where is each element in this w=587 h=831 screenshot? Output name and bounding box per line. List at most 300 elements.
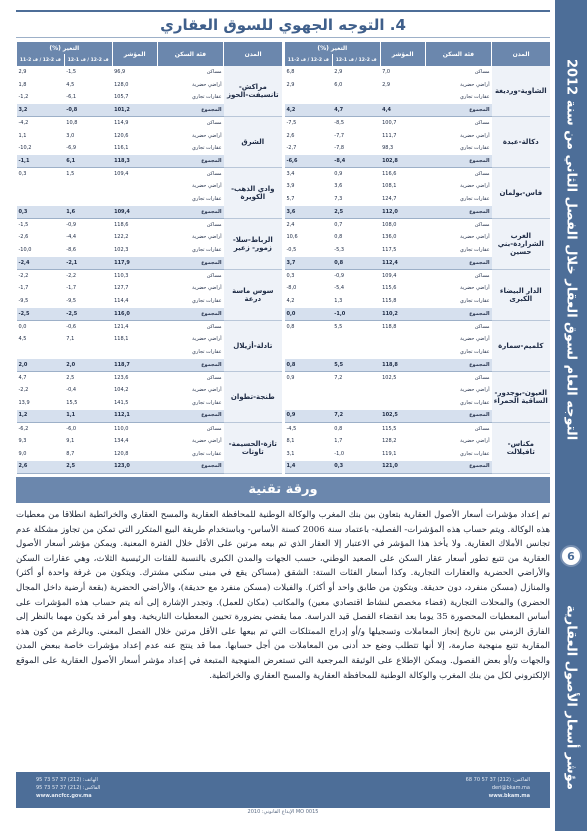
- housing-category: المجموع: [157, 206, 223, 219]
- yearly-change: 0,3: [17, 206, 65, 219]
- page-header: [16, 10, 550, 38]
- footer-phone: الهاتف: (212) 37 57 73 95: [36, 777, 98, 783]
- footer-website-link[interactable]: www.bkam.ma: [488, 793, 530, 799]
- col-header-category: فئة السكن: [157, 42, 223, 66]
- yearly-change: 1,4: [285, 461, 333, 474]
- quarterly-change: -2,2: [66, 272, 77, 279]
- quarterly-change: 1,1: [64, 410, 112, 423]
- housing-category: مساكن: [206, 425, 222, 432]
- housing-category: مساكن: [474, 120, 490, 127]
- quarterly-change: 6,1: [64, 155, 112, 168]
- housing-category: أراضي حضرية: [192, 234, 222, 241]
- footer-contact-ancfcc: [36, 776, 236, 800]
- housing-category: أراضي حضرية: [460, 336, 490, 343]
- yearly-change: 3,6: [285, 206, 333, 219]
- quarterly-change: 2,0: [64, 359, 112, 372]
- quarterly-change: 2,9: [334, 68, 343, 75]
- yearly-change: 3,9: [286, 183, 295, 190]
- yearly-change: 0,8: [286, 323, 295, 330]
- housing-category: أراضي حضرية: [192, 132, 222, 139]
- housing-category: أراضي حضرية: [192, 81, 222, 88]
- quarterly-change: -2,5: [64, 308, 112, 321]
- price-index: 111,7: [382, 132, 397, 139]
- yearly-change: -6,6: [285, 155, 333, 168]
- quarterly-change: -0,9: [66, 221, 77, 228]
- price-index: 102,3: [114, 247, 129, 254]
- yearly-change: [285, 397, 333, 410]
- quarterly-change: -6,9: [66, 145, 77, 152]
- price-index: 141,5: [114, 399, 129, 406]
- table-row: [17, 117, 283, 130]
- yearly-change: 2,6: [17, 461, 65, 474]
- housing-category: أراضي حضرية: [192, 336, 222, 343]
- housing-category: مساكن: [206, 68, 222, 75]
- quarterly-change: 5,5: [334, 323, 343, 330]
- price-index: 100,7: [382, 120, 397, 127]
- housing-category: المجموع: [425, 155, 491, 168]
- yearly-change: -4,2: [18, 120, 29, 127]
- price-index: 110,3: [114, 272, 129, 279]
- yearly-change: 0,3: [286, 272, 295, 279]
- price-index: 4,4: [380, 104, 425, 117]
- yearly-change: -2,2: [18, 387, 29, 394]
- quarterly-change: 0,8: [332, 257, 380, 270]
- housing-category: عقارات تجاري: [191, 298, 222, 305]
- quarterly-change: -5,4: [334, 285, 345, 292]
- price-index: 108,0: [382, 221, 397, 228]
- housing-category: المجموع: [157, 359, 223, 372]
- quarterly-change: -8,5: [334, 120, 345, 127]
- yearly-change: [285, 346, 333, 359]
- housing-category: المجموع: [425, 104, 491, 117]
- yearly-change: 1,1: [18, 132, 27, 139]
- table-row: [285, 219, 551, 232]
- city-name: الرباط-سلا-زمور- زعير: [224, 219, 282, 270]
- city-name: سوس ماسة درعة: [224, 270, 282, 321]
- price-index: 118,8: [380, 359, 425, 372]
- side-banner-title: التوجه العام لسوق العقار خلال الفصل الثاني من سنة 2012: [563, 59, 579, 441]
- housing-category: مساكن: [474, 374, 490, 381]
- quarterly-change: 3,0: [66, 132, 75, 139]
- city-name: تازة-الحسيمة-تاونات: [224, 423, 282, 474]
- quarterly-change: -9,5: [66, 298, 77, 305]
- housing-category: عقارات تجاري: [191, 196, 222, 203]
- quarterly-change: 8,7: [66, 450, 75, 457]
- price-index: 116,6: [382, 170, 397, 177]
- city-name: الشاوية-ورديغة: [492, 66, 550, 117]
- col-header-yearly-change: ف 2-12 / ف 2-11: [17, 54, 65, 66]
- price-index: 2,9: [382, 81, 391, 88]
- housing-category: أراضي حضرية: [192, 387, 222, 394]
- yearly-change: 0,0: [18, 323, 27, 330]
- quarterly-change: 3,6: [334, 183, 343, 190]
- price-index: 110,0: [114, 425, 129, 432]
- price-index: 120,8: [114, 450, 129, 457]
- price-index: 134,4: [114, 438, 129, 445]
- price-index: 128,0: [114, 81, 129, 88]
- city-name: وادي الذهب-الكويرة: [224, 168, 282, 219]
- price-index: 114,4: [114, 298, 129, 305]
- quarterly-change: [332, 397, 380, 410]
- page-title: 4. التوجه الجهوي للسوق العقاري: [16, 10, 550, 38]
- quarterly-change: 5,5: [332, 359, 380, 372]
- price-index: 136,0: [382, 234, 397, 241]
- yearly-change: -2,5: [17, 308, 65, 321]
- quarterly-change: 0,8: [334, 234, 343, 241]
- quarterly-change: 7,2: [334, 374, 343, 381]
- quarterly-change: 2,5: [332, 206, 380, 219]
- housing-category: أراضي حضرية: [460, 132, 490, 139]
- housing-category: المجموع: [157, 257, 223, 270]
- price-index: 112,4: [380, 257, 425, 270]
- housing-category: أراضي حضرية: [460, 438, 490, 445]
- price-index: 115,8: [382, 298, 397, 305]
- yearly-change: 3,4: [286, 170, 295, 177]
- housing-category: المجموع: [425, 308, 491, 321]
- quarterly-change: 7,3: [334, 196, 343, 203]
- housing-category: المجموع: [157, 410, 223, 423]
- price-index: 124,7: [382, 196, 397, 203]
- table-row: [17, 270, 283, 283]
- footer: [16, 772, 550, 808]
- table-row: [17, 66, 283, 79]
- price-index: 108,1: [382, 183, 397, 190]
- page-number: 6: [560, 545, 582, 567]
- quarterly-change: 0,9: [334, 170, 343, 177]
- housing-category: عقارات تجاري: [459, 399, 490, 406]
- price-index: 98,3: [382, 145, 394, 152]
- quarterly-change: [332, 346, 380, 359]
- yearly-change: 8,1: [286, 438, 295, 445]
- table-row: [285, 168, 551, 181]
- housing-category: المجموع: [425, 410, 491, 423]
- housing-category: المجموع: [425, 257, 491, 270]
- quarterly-change: 4,7: [332, 104, 380, 117]
- quarterly-change: -4,4: [66, 234, 77, 241]
- quarterly-change: 1,6: [64, 206, 112, 219]
- yearly-change: -0,5: [286, 247, 297, 254]
- price-index: 109,4: [382, 272, 397, 279]
- price-index: [380, 397, 425, 410]
- quarterly-change: 6,0: [334, 81, 343, 88]
- housing-category: مساكن: [474, 221, 490, 228]
- housing-category: المجموع: [425, 206, 491, 219]
- housing-category: عقارات تجاري: [191, 349, 222, 356]
- table-row: [17, 168, 283, 181]
- price-index: 121,4: [114, 323, 129, 330]
- yearly-change: 2,4: [286, 221, 295, 228]
- yearly-change: -1,2: [18, 94, 29, 101]
- yearly-change: 4,7: [18, 374, 27, 381]
- city-name: دكالة-عبدة: [492, 117, 550, 168]
- housing-category: المجموع: [425, 359, 491, 372]
- city-name: مراكش-تانسيفت-الحوز: [224, 66, 282, 117]
- yearly-change: 4,5: [18, 336, 27, 343]
- yearly-change: 3,2: [17, 104, 65, 117]
- yearly-change: -10,0: [18, 247, 32, 254]
- yearly-change: 5,7: [286, 196, 295, 203]
- yearly-change: -10,2: [18, 145, 32, 152]
- table-row: [17, 372, 283, 385]
- quarterly-change: -0,4: [66, 387, 77, 394]
- yearly-change: -2,6: [18, 234, 29, 241]
- yearly-change: 3,1: [286, 450, 295, 457]
- price-index: 123,0: [112, 461, 157, 474]
- price-index: 96,9: [114, 68, 126, 75]
- price-index: [380, 346, 425, 359]
- price-index: 118,3: [112, 155, 157, 168]
- city-name: فاس-بولمان: [492, 168, 550, 219]
- price-index: 110,2: [380, 308, 425, 321]
- table-row: [285, 321, 551, 334]
- housing-category: مساكن: [474, 323, 490, 330]
- housing-category: أراضي حضرية: [460, 234, 490, 241]
- col-header-index: المؤشر: [112, 42, 157, 66]
- housing-category: مساكن: [474, 170, 490, 177]
- housing-category: أراضي حضرية: [460, 183, 490, 190]
- regional-table-right: [284, 42, 550, 474]
- price-index: 102,8: [380, 155, 425, 168]
- quarterly-change: -8,4: [332, 155, 380, 168]
- table-row: [285, 423, 551, 436]
- housing-category: أراضي حضرية: [460, 285, 490, 292]
- table-row: [17, 321, 283, 334]
- yearly-change: 4,2: [286, 298, 295, 305]
- side-banner-subtitle: مؤشر أسعار الأصول العقارية: [563, 605, 579, 790]
- quarterly-change: [64, 193, 112, 206]
- table-row: [285, 66, 551, 79]
- quarterly-change: -6,0: [66, 425, 77, 432]
- yearly-change: 2,6: [286, 132, 295, 139]
- price-index: 105,7: [114, 94, 129, 101]
- housing-category: المجموع: [157, 104, 223, 117]
- footer-fax: الفاكس: (212) 37 57 73 95: [36, 785, 101, 791]
- yearly-change: -2,4: [17, 257, 65, 270]
- yearly-change: 0,3: [18, 170, 27, 177]
- quarterly-change: 0,7: [334, 221, 343, 228]
- price-index: 127,7: [114, 285, 129, 292]
- footer-email-link[interactable]: deri@bkam.ma: [491, 785, 530, 791]
- quarterly-change: -7,7: [334, 132, 345, 139]
- yearly-change: -1,7: [18, 285, 29, 292]
- col-header-yearly-change: ف 2-12 / ف 2-11: [285, 54, 333, 66]
- housing-category: أراضي حضرية: [192, 183, 222, 190]
- yearly-change: [285, 91, 333, 104]
- housing-category: مساكن: [206, 272, 222, 279]
- city-name: العيون-بوجدور-الساقية الحمراء: [492, 372, 550, 423]
- quarterly-change: -0,8: [64, 104, 112, 117]
- quarterly-change: [332, 384, 380, 397]
- housing-category: المجموع: [425, 461, 491, 474]
- yearly-change: [285, 384, 333, 397]
- yearly-change: -9,5: [18, 298, 29, 305]
- quarterly-change: -1,0: [332, 308, 380, 321]
- price-index: 121,0: [380, 461, 425, 474]
- regional-tables: [16, 42, 550, 474]
- quarterly-change: -8,6: [66, 247, 77, 254]
- quarterly-change: 7,1: [66, 336, 75, 343]
- yearly-change: [285, 333, 333, 346]
- housing-category: عقارات تجاري: [459, 196, 490, 203]
- yearly-change: 13,9: [18, 399, 30, 406]
- yearly-change: -4,5: [286, 425, 297, 432]
- yearly-change: 2,0: [17, 359, 65, 372]
- quarterly-change: -0,6: [66, 323, 77, 330]
- price-index: 117,5: [382, 247, 397, 254]
- housing-category: المجموع: [157, 461, 223, 474]
- price-index: 118,6: [114, 221, 129, 228]
- quarterly-change: 15,5: [66, 399, 78, 406]
- yearly-change: 2,9: [286, 81, 295, 88]
- yearly-change: [17, 181, 65, 194]
- housing-category: مساكن: [206, 374, 222, 381]
- yearly-change: 9,0: [18, 450, 27, 457]
- price-index: 123,6: [114, 374, 129, 381]
- price-index: [380, 384, 425, 397]
- quarterly-change: 2,5: [66, 374, 75, 381]
- price-index: [380, 91, 425, 104]
- quarterly-change: -7,8: [334, 145, 345, 152]
- yearly-change: 3,7: [285, 257, 333, 270]
- quarterly-change: [64, 181, 112, 194]
- housing-category: أراضي حضرية: [460, 387, 490, 394]
- price-index: 117,9: [112, 257, 157, 270]
- quarterly-change: -2,1: [64, 257, 112, 270]
- price-index: 118,1: [114, 336, 129, 343]
- city-name: الشرق: [224, 117, 282, 168]
- housing-category: أراضي حضرية: [460, 81, 490, 88]
- city-name: كلميم-سمارة: [492, 321, 550, 372]
- table-row: [285, 270, 551, 283]
- yearly-change: [17, 346, 65, 359]
- housing-category: عقارات تجاري: [459, 298, 490, 305]
- price-index: 102,5: [382, 374, 397, 381]
- city-name: مكناس-تافيلالت: [492, 423, 550, 474]
- housing-category: عقارات تجاري: [191, 247, 222, 254]
- col-header-change: التغير (%): [285, 42, 381, 54]
- price-index: 101,2: [112, 104, 157, 117]
- quarterly-change: -5,3: [334, 247, 345, 254]
- table-row: [285, 372, 551, 385]
- yearly-change: 2,9: [18, 68, 27, 75]
- price-index: 119,1: [382, 450, 397, 457]
- price-index: 115,6: [382, 285, 397, 292]
- price-index: 118,8: [382, 323, 397, 330]
- footer-website-link[interactable]: www.ancfcc.gov.ma: [36, 793, 92, 799]
- col-header-quarterly-change: ف 2-12 / ف 1-12: [332, 54, 380, 66]
- city-name: الدار البيضاء الكبرى: [492, 270, 550, 321]
- price-index: 104,2: [114, 387, 129, 394]
- table-row: [285, 117, 551, 130]
- yearly-change: 10,6: [286, 234, 298, 241]
- col-header-city: المدن: [492, 42, 550, 66]
- yearly-change: 0,8: [285, 359, 333, 372]
- col-header-category: فئة السكن: [425, 42, 491, 66]
- section-title: ورقة تقنية: [16, 477, 550, 503]
- housing-category: عقارات تجاري: [459, 94, 490, 101]
- yearly-change: 1,2: [17, 410, 65, 423]
- col-header-change: التغير (%): [17, 42, 113, 54]
- yearly-change: -2,2: [18, 272, 29, 279]
- table-row: [17, 423, 283, 436]
- quarterly-change: 1,7: [334, 438, 343, 445]
- price-index: 112,1: [112, 410, 157, 423]
- quarterly-change: 1,3: [334, 298, 343, 305]
- city-name: تادلة-أزيلال: [224, 321, 282, 372]
- yearly-change: 1,8: [18, 81, 27, 88]
- yearly-change: -1,5: [18, 221, 29, 228]
- price-index: 109,4: [112, 206, 157, 219]
- yearly-change: -1,1: [17, 155, 65, 168]
- yearly-change: [17, 193, 65, 206]
- yearly-change: -2,7: [286, 145, 297, 152]
- footer-fax: الفاكس: (212) 37 57 70 68: [465, 777, 530, 783]
- price-index: 120,6: [114, 132, 129, 139]
- yearly-change: 0,9: [286, 374, 295, 381]
- price-index: [112, 346, 157, 359]
- housing-category: مساكن: [206, 120, 222, 127]
- housing-category: عقارات تجاري: [191, 94, 222, 101]
- quarterly-change: [332, 91, 380, 104]
- col-header-index: المؤشر: [380, 42, 425, 66]
- regional-table-left: [16, 42, 282, 474]
- housing-category: عقارات تجاري: [459, 145, 490, 152]
- price-index: 116,1: [114, 145, 129, 152]
- quarterly-change: 0,8: [334, 425, 343, 432]
- price-index: 115,5: [382, 425, 397, 432]
- housing-category: مساكن: [474, 272, 490, 279]
- housing-category: مساكن: [206, 323, 222, 330]
- yearly-change: 9,3: [18, 438, 27, 445]
- quarterly-change: 10,8: [66, 120, 78, 127]
- housing-category: عقارات تجاري: [459, 247, 490, 254]
- yearly-change: 6,8: [286, 68, 295, 75]
- housing-category: مساكن: [206, 221, 222, 228]
- yearly-change: 0,0: [285, 308, 333, 321]
- quarterly-change: -0,9: [334, 272, 345, 279]
- quarterly-change: [64, 346, 112, 359]
- price-index: 114,9: [114, 120, 129, 127]
- quarterly-change: 1,5: [66, 170, 75, 177]
- quarterly-change: 7,2: [332, 410, 380, 423]
- yearly-change: -6,2: [18, 425, 29, 432]
- quarterly-change: -1,5: [66, 68, 77, 75]
- quarterly-change: 0,3: [332, 461, 380, 474]
- yearly-change: 4,2: [285, 104, 333, 117]
- price-index: 118,7: [112, 359, 157, 372]
- col-header-quarterly-change: ف 2-12 / ف 1-12: [64, 54, 112, 66]
- col-header-city: المدن: [224, 42, 282, 66]
- quarterly-change: -1,7: [66, 285, 77, 292]
- quarterly-change: -6,1: [66, 94, 77, 101]
- table-row: [17, 219, 283, 232]
- quarterly-change: 2,5: [64, 461, 112, 474]
- housing-category: عقارات تجاري: [191, 145, 222, 152]
- quarterly-change: [332, 333, 380, 346]
- housing-category: مساكن: [474, 68, 490, 75]
- housing-category: عقارات تجاري: [459, 349, 490, 356]
- price-index: [380, 333, 425, 346]
- yearly-change: -7,5: [286, 120, 297, 127]
- price-index: [112, 181, 157, 194]
- yearly-change: -8,0: [286, 285, 297, 292]
- housing-category: مساكن: [206, 170, 222, 177]
- housing-category: أراضي حضرية: [192, 438, 222, 445]
- city-name: طنجة-تطوان: [224, 372, 282, 423]
- housing-category: عقارات تجاري: [191, 399, 222, 406]
- footer-contact-bkam: [330, 776, 530, 800]
- housing-category: المجموع: [157, 155, 223, 168]
